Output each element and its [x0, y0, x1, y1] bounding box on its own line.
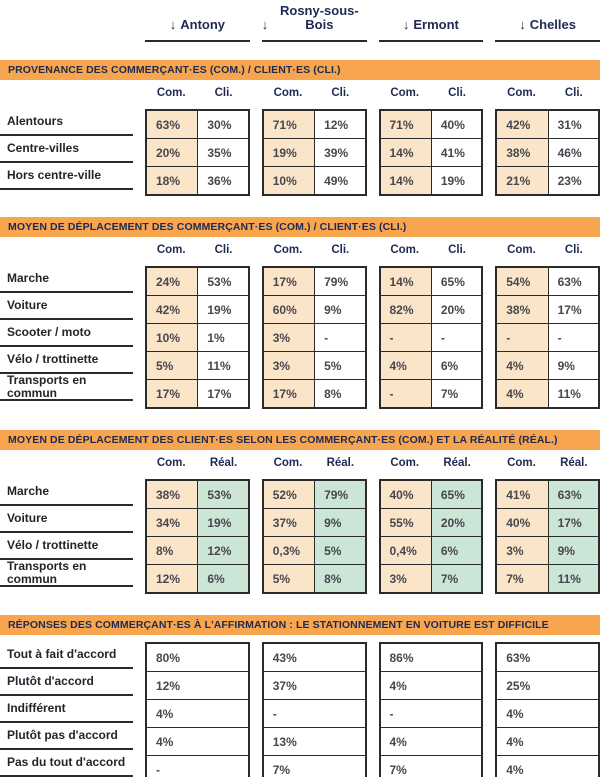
column-headers-row	[0, 457, 600, 472]
column-header-label: Cli.	[331, 87, 350, 99]
table-row	[381, 138, 482, 166]
value-cell-cli: 30%	[197, 111, 247, 138]
table-row	[147, 481, 248, 508]
value-cell-plain: 4%	[381, 672, 482, 699]
column-header-label: Cli.	[564, 87, 583, 99]
value-cell-cli: 11%	[548, 380, 598, 407]
table-row	[147, 699, 248, 727]
value-cell-cli: 41%	[431, 139, 481, 166]
table-row	[147, 671, 248, 699]
value-cell-com: 63%	[147, 111, 197, 138]
value-cell-plain: 4%	[497, 756, 598, 777]
city-name: Chelles	[529, 17, 576, 33]
value-cell-com: -	[381, 324, 431, 351]
column-header-label: Com.	[273, 87, 303, 99]
value-cell-plain: 4%	[147, 700, 248, 727]
values-table-rosny-sous-bois	[262, 266, 367, 409]
value-cell-cli: 31%	[548, 111, 598, 138]
value-cell-cli: 79%	[314, 268, 364, 295]
value-cell-plain: -	[147, 756, 248, 777]
sections-container	[0, 60, 600, 777]
value-cell-plain: 4%	[147, 728, 248, 755]
table-row	[264, 268, 365, 295]
column-header-label: Com.	[507, 87, 536, 99]
value-cell-plain: 7%	[381, 756, 482, 777]
values-table-chelles	[495, 266, 600, 409]
values-table-chelles	[495, 109, 600, 196]
table-row	[497, 536, 598, 564]
value-cell-com: 0,4%	[381, 537, 431, 564]
value-cell-real: 53%	[197, 481, 247, 508]
value-cell-cli: 39%	[314, 139, 364, 166]
table-row	[147, 727, 248, 755]
column-header-pair-antony	[145, 87, 250, 102]
values-table-antony	[145, 642, 250, 777]
column-header-label: Réal.	[443, 457, 471, 469]
value-cell-real: 79%	[314, 481, 364, 508]
value-cell-cli: 19%	[431, 167, 481, 194]
table-row	[497, 481, 598, 508]
values-table-rosny-sous-bois	[262, 109, 367, 196]
column-header-label: Com.	[390, 87, 420, 99]
value-cell-com: 41%	[497, 481, 547, 508]
value-cell-cli: 49%	[314, 167, 364, 194]
column-headers-row	[0, 87, 600, 102]
value-cell-plain: -	[381, 700, 482, 727]
table-row	[381, 481, 482, 508]
value-cell-com: 71%	[381, 111, 431, 138]
column-header-label: Cli.	[214, 244, 233, 256]
value-cell-plain: 86%	[381, 644, 482, 671]
value-cell-cli: -	[314, 324, 364, 351]
section-body	[0, 642, 600, 777]
table-row	[497, 351, 598, 379]
column-header-label: Com.	[390, 244, 420, 256]
section-body	[0, 479, 600, 594]
values-table-rosny-sous-bois	[262, 642, 367, 777]
value-cell-plain: 4%	[497, 728, 598, 755]
colhead-spacer	[0, 457, 133, 472]
table-row	[147, 111, 248, 138]
value-cell-com: 10%	[147, 324, 197, 351]
value-cell-com: 40%	[497, 509, 547, 536]
value-cell-real: 17%	[548, 509, 598, 536]
table-row	[264, 699, 365, 727]
value-cell-com: 54%	[497, 268, 547, 295]
section-title-banner: MOYEN DE DÉPLACEMENT DES COMMERÇANT·ES (COM.) / CLIENT·ES (CLI.)	[0, 217, 600, 237]
table-row	[381, 671, 482, 699]
table-row	[497, 564, 598, 592]
value-cell-cli: 8%	[314, 380, 364, 407]
value-cell-cli: 20%	[431, 296, 481, 323]
column-header-label: Com.	[156, 244, 186, 256]
column-header-pair-ermont	[379, 244, 484, 259]
section-stationnement	[0, 615, 600, 777]
value-cell-plain: 37%	[264, 672, 365, 699]
arrow-down-icon: ↓	[169, 17, 177, 33]
column-header-label: Com.	[507, 244, 536, 256]
table-row	[381, 295, 482, 323]
value-cell-com: 14%	[381, 139, 431, 166]
table-row	[381, 351, 482, 379]
table-row	[147, 351, 248, 379]
value-cell-cli: 9%	[314, 296, 364, 323]
table-row	[147, 379, 248, 407]
section-title-banner: PROVENANCE DES COMMERÇANT·ES (COM.) / CLIENT·ES (CLI.)	[0, 60, 600, 80]
values-table-ermont	[379, 479, 484, 594]
table-row	[264, 536, 365, 564]
column-header-pair-chelles	[495, 87, 600, 102]
table-row	[497, 727, 598, 755]
table-row	[147, 644, 248, 671]
value-cell-com: 20%	[147, 139, 197, 166]
row-labels-column	[0, 266, 133, 409]
table-row	[147, 508, 248, 536]
value-cell-cli: 17%	[197, 380, 247, 407]
table-row	[381, 166, 482, 194]
section-title-banner: RÉPONSES DES COMMERÇANT·ES À L'AFFIRMATION : LE STATIONNEMENT EN VOITURE EST DIFFICILE	[0, 615, 600, 635]
row-label-indiff-rent: Indifférent	[0, 696, 133, 723]
column-header-label: Cli.	[331, 244, 350, 256]
table-row	[264, 755, 365, 777]
table-row	[147, 536, 248, 564]
row-labels-column	[0, 479, 133, 594]
value-cell-com: 5%	[147, 352, 197, 379]
value-cell-com: 17%	[147, 380, 197, 407]
value-cell-com: 12%	[147, 565, 197, 592]
column-header-label: Com.	[156, 457, 186, 469]
city-header-row	[0, 2, 600, 42]
value-cell-com: 10%	[264, 167, 314, 194]
row-label-marche: Marche	[0, 479, 133, 506]
value-cell-com: 82%	[381, 296, 431, 323]
value-cell-cli: 11%	[197, 352, 247, 379]
values-table-antony	[145, 266, 250, 409]
value-cell-com: 3%	[381, 565, 431, 592]
table-row	[497, 671, 598, 699]
city-header-chelles	[495, 2, 600, 42]
table-row	[147, 295, 248, 323]
value-cell-plain: 4%	[381, 728, 482, 755]
value-cell-com: 38%	[497, 139, 547, 166]
city-header-antony	[145, 2, 250, 42]
table-row	[264, 671, 365, 699]
column-header-label: Réal.	[560, 457, 588, 469]
table-row	[381, 508, 482, 536]
value-cell-cli: 7%	[431, 380, 481, 407]
value-cell-real: 12%	[197, 537, 247, 564]
table-row	[497, 111, 598, 138]
column-headers-row	[0, 244, 600, 259]
table-row	[381, 268, 482, 295]
value-cell-cli: 65%	[431, 268, 481, 295]
values-table-chelles	[495, 642, 600, 777]
values-table-chelles	[495, 479, 600, 594]
section-deplacement-com-cli	[0, 217, 600, 409]
table-row	[264, 508, 365, 536]
value-cell-com: 5%	[264, 565, 314, 592]
table-row	[264, 323, 365, 351]
column-header-label: Cli.	[564, 244, 583, 256]
column-header-label: Com.	[156, 87, 186, 99]
value-cell-com: 17%	[264, 380, 314, 407]
value-cell-cli: 23%	[548, 167, 598, 194]
column-header-label: Cli.	[214, 87, 233, 99]
value-cell-com: 4%	[497, 352, 547, 379]
table-row	[264, 138, 365, 166]
value-cell-com: 55%	[381, 509, 431, 536]
value-cell-real: 20%	[431, 509, 481, 536]
table-row	[497, 379, 598, 407]
value-cell-real: 19%	[197, 509, 247, 536]
table-row	[497, 268, 598, 295]
table-row	[147, 166, 248, 194]
row-label-hors-centre-ville: Hors centre-ville	[0, 163, 133, 190]
value-cell-cli: 5%	[314, 352, 364, 379]
value-cell-com: 40%	[381, 481, 431, 508]
table-row	[147, 564, 248, 592]
table-row	[497, 166, 598, 194]
city-header-ermont	[379, 2, 484, 42]
table-row	[264, 644, 365, 671]
value-cell-plain: 25%	[497, 672, 598, 699]
column-header-label: Cli.	[448, 87, 466, 99]
value-cell-com: 37%	[264, 509, 314, 536]
section-body	[0, 109, 600, 196]
value-cell-com: 18%	[147, 167, 197, 194]
value-cell-com: 60%	[264, 296, 314, 323]
value-cell-cli: 12%	[314, 111, 364, 138]
value-cell-cli: 6%	[431, 352, 481, 379]
value-cell-com: 0,3%	[264, 537, 314, 564]
value-cell-real: 9%	[314, 509, 364, 536]
table-row	[264, 166, 365, 194]
value-cell-cli: -	[548, 324, 598, 351]
table-row	[381, 536, 482, 564]
table-row	[264, 727, 365, 755]
table-row	[497, 699, 598, 727]
table-row	[264, 111, 365, 138]
value-cell-com: 14%	[381, 167, 431, 194]
value-cell-com: 42%	[147, 296, 197, 323]
colhead-spacer	[0, 87, 133, 102]
column-header-pair-antony	[145, 244, 250, 259]
table-row	[147, 323, 248, 351]
row-label-alentours: Alentours	[0, 109, 133, 136]
row-label-transports-en-commun: Transports en commun	[0, 374, 133, 401]
value-cell-cli: 1%	[197, 324, 247, 351]
section-provenance	[0, 60, 600, 196]
value-cell-com: 71%	[264, 111, 314, 138]
value-cell-com: 34%	[147, 509, 197, 536]
value-cell-cli: 53%	[197, 268, 247, 295]
row-label-scooter-moto: Scooter / moto	[0, 320, 133, 347]
value-cell-real: 6%	[197, 565, 247, 592]
column-header-label: Com.	[390, 457, 420, 469]
table-row	[264, 379, 365, 407]
row-label-centre-villes: Centre-villes	[0, 136, 133, 163]
row-label-plut-t-d-accord: Plutôt d'accord	[0, 669, 133, 696]
value-cell-com: 8%	[147, 537, 197, 564]
value-cell-com: 24%	[147, 268, 197, 295]
values-table-ermont	[379, 109, 484, 196]
table-row	[381, 111, 482, 138]
table-row	[147, 755, 248, 777]
value-cell-com: -	[381, 380, 431, 407]
row-labels-column	[0, 109, 133, 196]
value-cell-plain: 7%	[264, 756, 365, 777]
table-row	[381, 379, 482, 407]
table-row	[497, 138, 598, 166]
table-row	[381, 323, 482, 351]
value-cell-real: 7%	[431, 565, 481, 592]
column-header-pair-ermont	[379, 87, 484, 102]
value-cell-plain: 63%	[497, 644, 598, 671]
value-cell-plain: 80%	[147, 644, 248, 671]
row-label-v-lo-trottinette: Vélo / trottinette	[0, 347, 133, 374]
value-cell-cli: 36%	[197, 167, 247, 194]
section-deplacement-com-real	[0, 430, 600, 594]
value-cell-real: 9%	[548, 537, 598, 564]
column-header-label: Com.	[507, 457, 536, 469]
value-cell-com: 4%	[497, 380, 547, 407]
value-cell-real: 63%	[548, 481, 598, 508]
city-name: Ermont	[413, 17, 459, 33]
table-row	[381, 727, 482, 755]
value-cell-real: 65%	[431, 481, 481, 508]
table-row	[497, 508, 598, 536]
table-row	[147, 268, 248, 295]
value-cell-com: 19%	[264, 139, 314, 166]
row-label-pas-du-tout-d-accord: Pas du tout d'accord	[0, 750, 133, 777]
value-cell-cli: 17%	[548, 296, 598, 323]
value-cell-com: 7%	[497, 565, 547, 592]
table-row	[264, 481, 365, 508]
value-cell-cli: 63%	[548, 268, 598, 295]
table-row	[381, 699, 482, 727]
value-cell-plain: 12%	[147, 672, 248, 699]
header-spacer	[0, 2, 133, 42]
table-row	[497, 295, 598, 323]
row-label-v-lo-trottinette: Vélo / trottinette	[0, 533, 133, 560]
value-cell-cli: 40%	[431, 111, 481, 138]
row-label-voiture: Voiture	[0, 506, 133, 533]
column-header-pair-antony	[145, 457, 250, 472]
value-cell-real: 11%	[548, 565, 598, 592]
table-row	[497, 323, 598, 351]
value-cell-plain: 4%	[497, 700, 598, 727]
values-table-rosny-sous-bois	[262, 479, 367, 594]
colhead-spacer	[0, 244, 133, 259]
city-header-rosny-sous-bois	[262, 2, 367, 42]
value-cell-plain: 43%	[264, 644, 365, 671]
column-header-pair-chelles	[495, 244, 600, 259]
arrow-down-icon: ↓	[261, 17, 269, 33]
row-label-voiture: Voiture	[0, 293, 133, 320]
table-row	[381, 644, 482, 671]
value-cell-com: 38%	[497, 296, 547, 323]
values-table-antony	[145, 109, 250, 196]
table-row	[381, 564, 482, 592]
city-name: Antony	[180, 17, 226, 33]
value-cell-cli: 35%	[197, 139, 247, 166]
values-table-ermont	[379, 266, 484, 409]
value-cell-com: 42%	[497, 111, 547, 138]
table-row	[147, 138, 248, 166]
arrow-down-icon: ↓	[519, 17, 526, 33]
column-header-pair-rosny-sous-bois	[262, 87, 367, 102]
column-header-label: Réal.	[326, 457, 355, 469]
row-labels-column	[0, 642, 133, 777]
row-label-tout-fait-d-accord: Tout à fait d'accord	[0, 642, 133, 669]
table-row	[381, 755, 482, 777]
row-label-transports-en-commun: Transports en commun	[0, 560, 133, 587]
value-cell-com: 3%	[264, 352, 314, 379]
value-cell-com: 21%	[497, 167, 547, 194]
value-cell-com: 3%	[264, 324, 314, 351]
column-header-pair-rosny-sous-bois	[262, 457, 367, 472]
row-label-plut-t-pas-d-accord: Plutôt pas d'accord	[0, 723, 133, 750]
value-cell-com: -	[497, 324, 547, 351]
value-cell-cli: 46%	[548, 139, 598, 166]
column-header-pair-chelles	[495, 457, 600, 472]
table-row	[264, 564, 365, 592]
section-title-banner: MOYEN DE DÉPLACEMENT DES CLIENT·ES SELON LES COMMERÇANT·ES (COM.) ET LA RÉALITÉ (RÉAL.)	[0, 430, 600, 450]
arrow-down-icon: ↓	[402, 17, 410, 33]
value-cell-real: 6%	[431, 537, 481, 564]
value-cell-real: 5%	[314, 537, 364, 564]
value-cell-com: 38%	[147, 481, 197, 508]
table-row	[497, 644, 598, 671]
city-name: Rosny-sous-Bois	[280, 2, 359, 33]
value-cell-cli: 19%	[197, 296, 247, 323]
section-body	[0, 266, 600, 409]
table-row	[497, 755, 598, 777]
column-header-pair-rosny-sous-bois	[262, 244, 367, 259]
value-cell-com: 4%	[381, 352, 431, 379]
value-cell-cli: 9%	[548, 352, 598, 379]
row-label-marche: Marche	[0, 266, 133, 293]
column-header-label: Réal.	[209, 457, 238, 469]
table-row	[264, 295, 365, 323]
column-header-pair-ermont	[379, 457, 484, 472]
column-header-label: Com.	[273, 244, 303, 256]
table-row	[264, 351, 365, 379]
column-header-label: Cli.	[448, 244, 466, 256]
value-cell-plain: 13%	[264, 728, 365, 755]
value-cell-com: 14%	[381, 268, 431, 295]
column-header-label: Com.	[273, 457, 303, 469]
value-cell-plain: -	[264, 700, 365, 727]
values-table-antony	[145, 479, 250, 594]
value-cell-real: 8%	[314, 565, 364, 592]
value-cell-com: 52%	[264, 481, 314, 508]
value-cell-com: 17%	[264, 268, 314, 295]
values-table-ermont	[379, 642, 484, 777]
value-cell-cli: -	[431, 324, 481, 351]
value-cell-com: 3%	[497, 537, 547, 564]
